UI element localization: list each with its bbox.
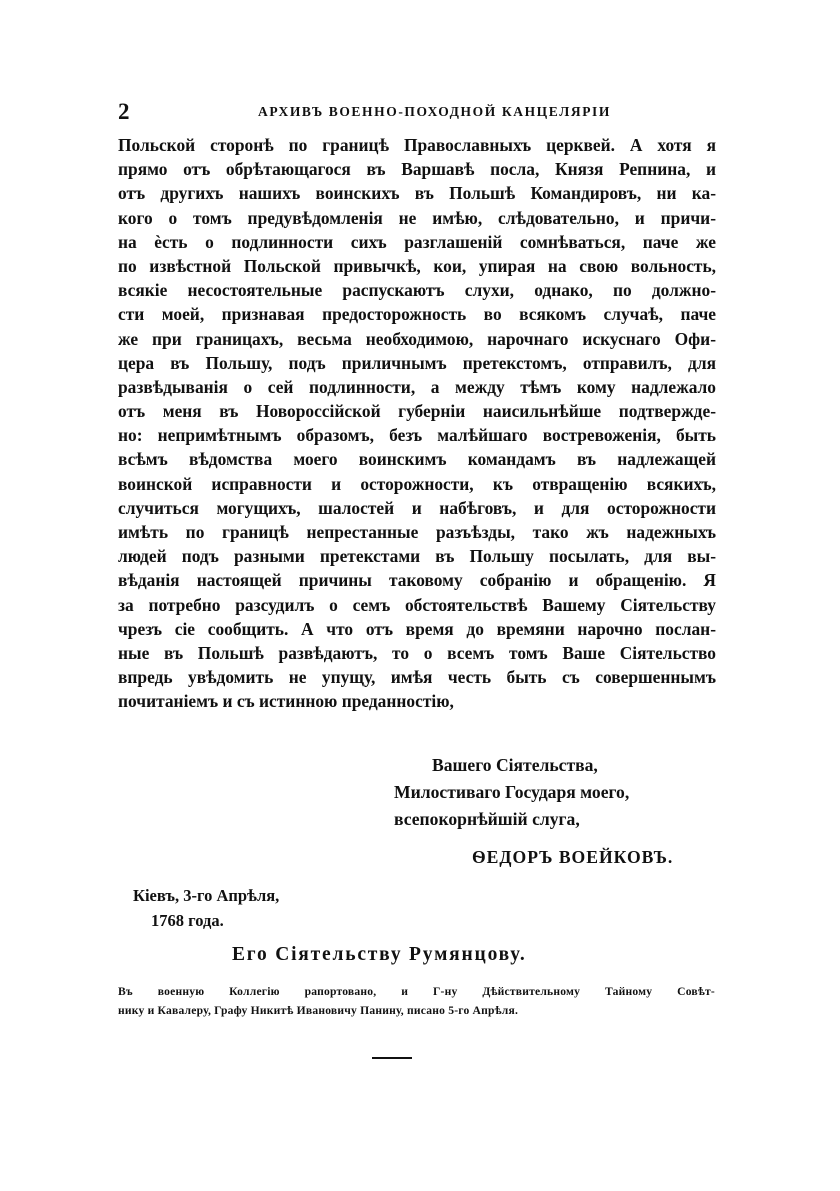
year: 1768 года.	[151, 911, 224, 930]
body-line: развѣдыванія о сей подлинности, а между тѣмъ кому надлежало	[118, 376, 716, 397]
closing-line: Милостиваго Государя моего,	[394, 782, 630, 802]
footnote-line: Въ военную Коллегію рапортовано, и Г-ну Дѣйствительному Тайному Совѣт-	[118, 985, 715, 998]
body-line: впредь увѣдомить не упущу, имѣя честь быть съ совершеннымъ	[118, 667, 716, 688]
closing-line: всепокорнѣйшій слуга,	[394, 809, 580, 829]
body-line: за потребно разсудилъ о семъ обстоятельствѣ Вашему Сіятельству	[118, 594, 716, 615]
body-line: чрезъ сіе сообщить. А что отъ время до времяни нарочно послан-	[118, 618, 716, 639]
body-line: Польской сторонѣ по границѣ Православныхъ церквей. А хотя я	[118, 135, 716, 155]
body-line: ные въ Польшѣ развѣдаютъ, то о всемъ томъ Ваше Сіятельство	[118, 642, 716, 663]
body-line: но: непримѣтнымъ образомъ, безъ малѣйшаго востревоженія, быть	[118, 425, 716, 446]
body-line: отъ меня въ Новороссійской губерніи наисильнѣйше подтвержде-	[118, 401, 716, 422]
running-title: АРХИВЪ ВОЕННО-ПОХОДНОЙ КАНЦЕЛЯРІИ	[258, 104, 612, 119]
signature: ѲЕДОРЪ ВОЕЙКОВЪ.	[472, 847, 674, 867]
place-date: Кіевъ, 3-го Апрѣля,	[133, 886, 280, 905]
body-line: цера въ Польшу, подъ приличнымъ претекстомъ, отправилъ, для	[118, 352, 716, 373]
body-line: сти моей, признавая предосторожность во всякомъ случаѣ, паче	[118, 304, 716, 325]
letter-body	[118, 133, 716, 714]
body-line: воинской исправности и осторожности, къ отвращенію всякихъ,	[118, 473, 716, 494]
body-line: вѣданія настоящей причины таковому собранію и обращенію. Я	[118, 570, 716, 591]
body-line: имѣть по границѣ непрестанные разъѣзды, тако жъ надежныхъ	[118, 522, 716, 542]
page-header	[118, 99, 718, 129]
section-divider	[372, 1057, 412, 1059]
body-line: случиться могущихъ, шалостей и набѣговъ, и для осторожности	[118, 497, 716, 518]
body-line: всякіе несостоятельные распускаютъ слухи, однако, по должно-	[118, 280, 716, 301]
body-line: всѣмъ вѣдомства моего воинскимъ командамъ въ надлежащей	[118, 449, 716, 470]
body-line: на ѐсть о подлинности сихъ разглашеній сомнѣваться, паче же	[118, 231, 716, 252]
body-line: почитаніемъ и съ истинною преданностію,	[118, 691, 454, 712]
body-line: отъ другихъ нашихъ воинскихъ въ Польшѣ Командировъ, ни ка-	[118, 183, 716, 204]
body-line: кого о томъ предувѣдомленія не имѣю, слѣдовательно, и причи-	[118, 207, 716, 228]
footnote-line: нику и Кавалеру, Графу Никитѣ Ивановичу Панину, писано 5-го Апрѣля.	[118, 1004, 519, 1017]
closing-line: Вашего Сіятельства,	[432, 755, 598, 775]
body-line: по извѣстной Польской привычкѣ, кои, упирая на свою вольность,	[118, 255, 716, 276]
addressee: Его Сіятельству Румянцову.	[232, 944, 527, 965]
body-line: же при границахъ, весьма необходимою, нарочнаго искуснаго Офи-	[118, 328, 716, 349]
page-number: 2	[118, 99, 130, 124]
body-line: прямо отъ обрѣтающагося въ Варшавѣ посла, Князя Репнина, и	[118, 159, 716, 180]
footnote	[118, 982, 715, 1020]
body-line: людей подъ разными претекстами въ Польшу посылать, для вы-	[118, 546, 716, 567]
